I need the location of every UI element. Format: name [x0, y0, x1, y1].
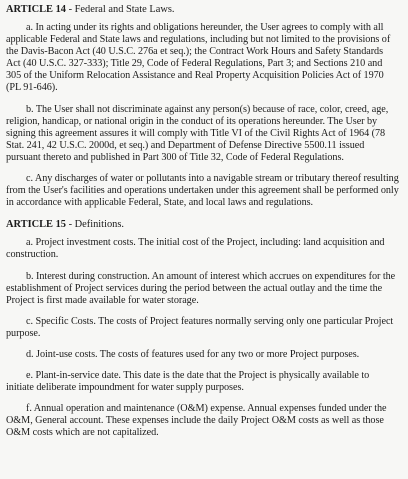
- article-15-paragraph-a: a. Project investment costs. The initial cost of the Project, including: land acquisition and construction.: [6, 237, 385, 261]
- article-14-heading: [6, 3, 399, 16]
- article-15-paragraph-d: d. Joint-use costs. The costs of features used for any two or more Project purposes.: [26, 348, 360, 360]
- article-14-title: - Federal and State Laws.: [65, 4, 175, 15]
- article-15-number: ARTICLE 15: [6, 219, 66, 231]
- article-15-heading: [6, 218, 399, 231]
- article-15-paragraph-e: e. Plant-in-service date. This date is the date that the Project is physically available to initiate deliberate impoundment for water supply purposes.: [6, 370, 370, 394]
- article-14-paragraph-c: c. Any discharges of water or pollutants into a navigable stream or tributary thereof resulting from the User's facilities and operations undertaken under this agreement shall be performed only in accordance with applicable Federal, State, and local laws and regulations.: [6, 173, 399, 209]
- article-14-number: ARTICLE 14: [6, 4, 66, 15]
- article-15-paragraph-f: f. Annual operation and maintenance (O&M) expense. Annual expenses funded under the O&M, General account. These expenses include the daily Project O&M costs as well as those O&M costs which are not capitalized.: [6, 403, 387, 439]
- article-14-paragraph-a: a. In acting under its rights and obligations hereunder, the User agrees to comply with all applicable Federal and State laws and regulations, including but not limited to the provisions of the Davis-Bacon Act (40 U.S.C. 276a et seq.); the Contract Work Hours and Safety Standards Act (40 U.S.C. 327-333); Title 29, Code of Federal Regulations, Part 3; and Sections 210 and 305 of the Uniform Relocation Assistance and Real Property Acquisition Policies Act of 1970 (PL 91-646).: [6, 22, 391, 94]
- article-14-paragraph-b: b. The User shall not discriminate against any person(s) because of race, color, creed, age, religion, handicap, or national origin in the conduct of its operations hereunder. The User by signing this agreement assures it will comply with Title VI of the Civil Rights Act of 1964 (78 Stat. 241, 42 U.S.C. 2000d, et seq.) and Department of Defense Directive 5500.11 issued pursuant thereto and published in Part 300 of Title 32, Code of Federal Regulations.: [6, 103, 389, 163]
- article-15-title: - Definitions.: [65, 219, 124, 231]
- article-15-paragraph-c: c. Specific Costs. The costs of Project features normally serving only one particular Project purpose.: [6, 315, 394, 339]
- article-15-paragraph-b: b. Interest during construction. An amount of interest which accrues on expenditures for the establishment of Project services during the period between the actual outlay and the time the Project is first made available for water storage.: [6, 270, 396, 306]
